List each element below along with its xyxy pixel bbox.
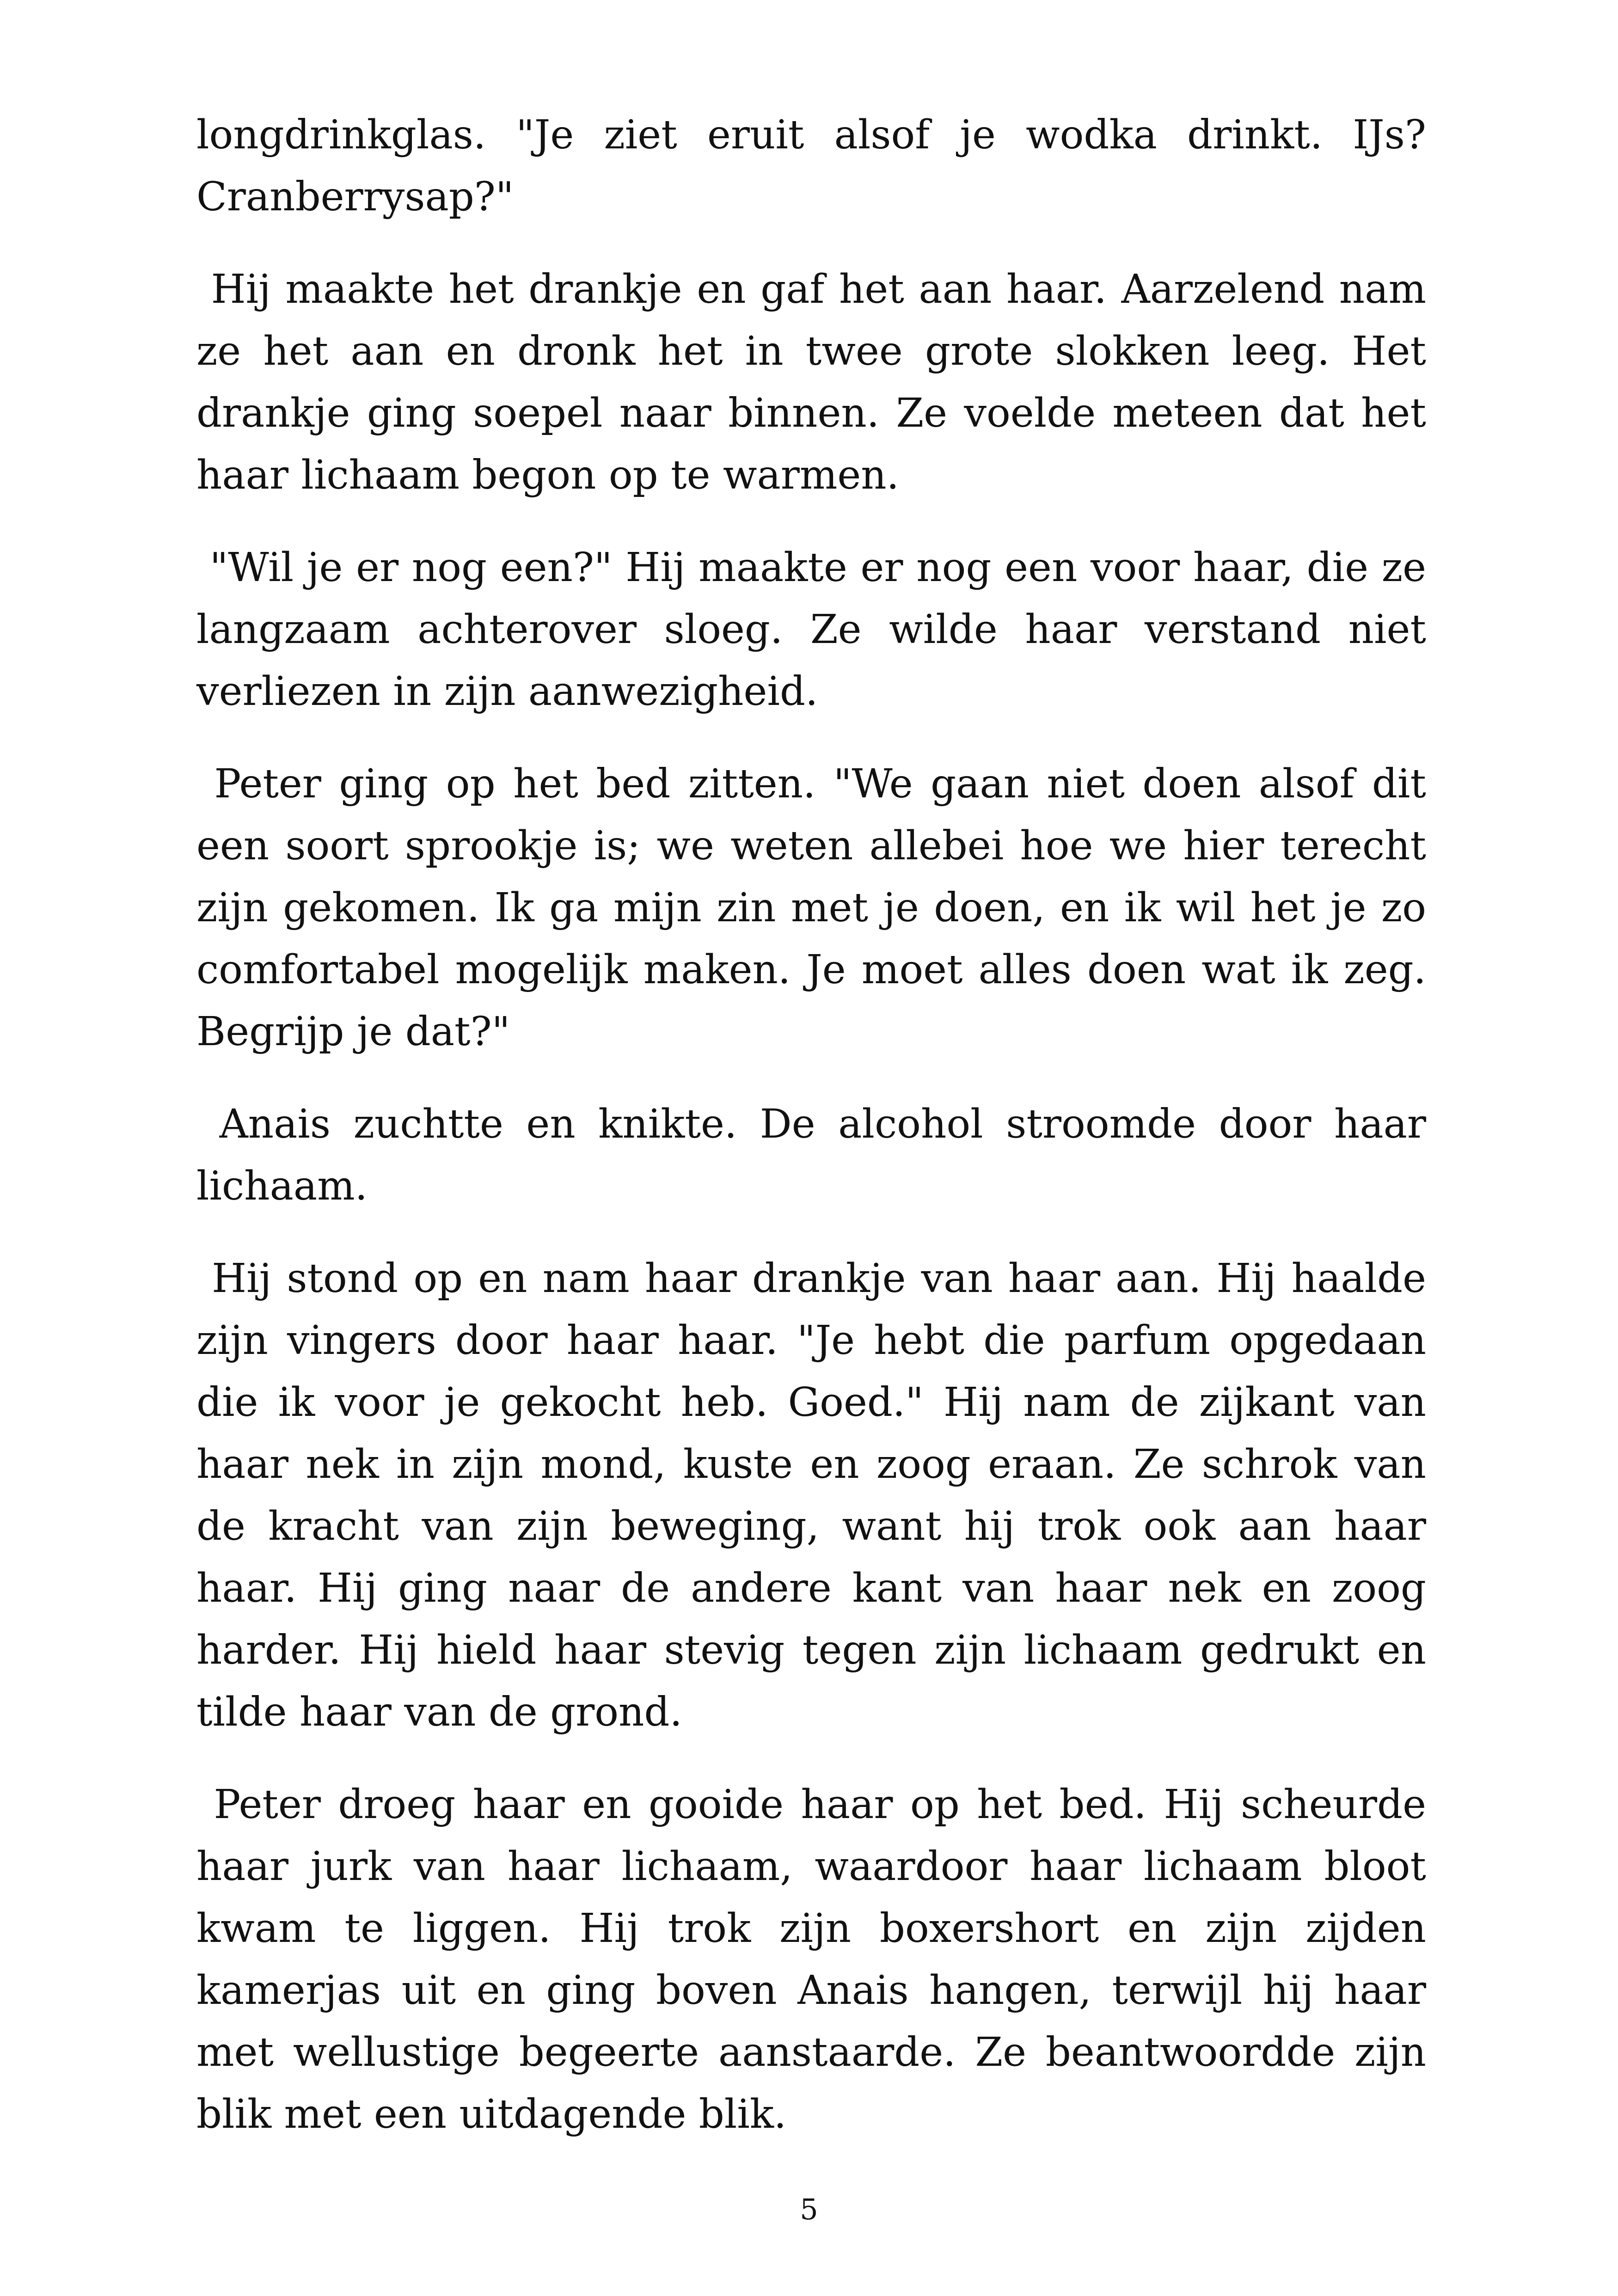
paragraph-6: Hij stond op en nam haar drankje van haar aan. Hij haalde zijn vingers door haar haar. "Je hebt die parfum opgedaan die ik voor je gekocht heb. Goed." Hij nam de zijkant van haar nek in zijn mond, kuste en zoog eraan. Ze schrok van de kracht van zijn beweging, want hij trok ook aan haar haar. Hij ging naar de andere kant van haar nek en zoog harder. Hij hield haar stevig tegen zijn lichaam gedrukt en tilde haar van de grond. bbox=[196, 1255, 1426, 1735]
paragraph-1: longdrinkglas. "Je ziet eruit alsof je wodka drinkt. IJs? Cranberrysap?" bbox=[196, 112, 1426, 220]
page-number: 5 bbox=[800, 2192, 818, 2226]
paragraph-4: Peter ging op het bed zitten. "We gaan niet doen alsof dit een soort sprookje is; we weten allebei hoe we hier terecht zijn gekomen. Ik ga mijn zin met je doen, en ik wil het je zo comfortabel mogelijk maken. Je moet alles doen wat ik zeg. Begrijp je dat?" bbox=[196, 761, 1426, 1055]
body-text bbox=[196, 104, 1426, 2176]
paragraph-2: Hij maakte het drankje en gaf het aan haar. Aarzelend nam ze het aan en dronk het in twee grote slokken leeg. Het drankje ging soepel naar binnen. Ze voelde meteen dat het haar lichaam begon op te warmen. bbox=[196, 266, 1426, 498]
paragraph-3: "Wil je er nog een?" Hij maakte er nog een voor haar, die ze langzaam achterover sloeg. Ze wilde haar verstand niet verliezen in zijn aanwezigheid. bbox=[196, 545, 1426, 715]
paragraph-5: Anais zuchtte en knikte. De alcohol stroomde door haar lichaam. bbox=[196, 1101, 1426, 1209]
paragraph-7: Peter droeg haar en gooide haar op het bed. Hij scheurde haar jurk van haar lichaam, waardoor haar lichaam bloot kwam te liggen. Hij trok zijn boxershort en zijn zijden kamerjas uit en ging boven Anais hangen, terwijl hij haar met wellustige begeerte aanstaarde. Ze beantwoordde zijn blik met een uitdagende blik. bbox=[196, 1782, 1426, 2137]
